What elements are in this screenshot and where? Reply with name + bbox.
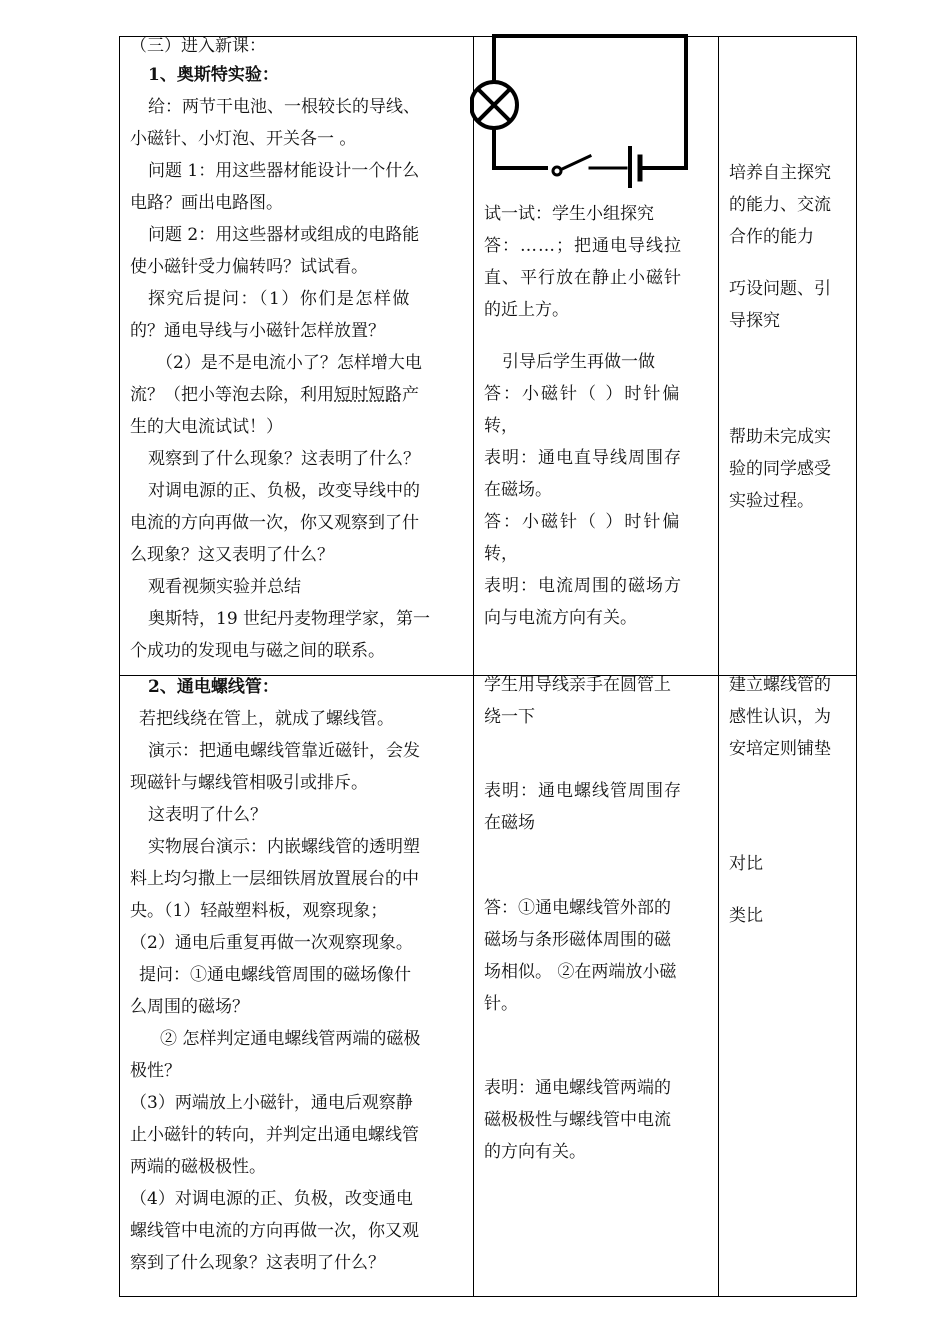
text-line: 绕一下 xyxy=(484,707,535,727)
switch-lever-icon xyxy=(560,156,590,170)
text-line: 针。 xyxy=(484,994,518,1014)
text-line: 答：①通电螺线管外部的 xyxy=(484,898,671,918)
text-line: 表明：通电直导线周围存 xyxy=(484,448,682,468)
circuit-wire-left xyxy=(494,36,546,168)
text-line: 引导后学生再做一做 xyxy=(502,352,655,372)
text-line: 料上均匀撒上一层细铁屑放置展台的中 xyxy=(130,869,419,889)
text-line: （2）通电后重复再做一次观察现象。 xyxy=(130,933,413,953)
text-line: 问题 2：用这些器材或组成的电路能 xyxy=(148,225,420,245)
text-line: 观察到了什么现象？这表明了什么？ xyxy=(148,449,420,469)
text-line: 奥斯特，19 世纪丹麦物理学家，第一 xyxy=(148,609,431,629)
text-line: 现磁针与螺线管相吸引或排斥。 xyxy=(130,773,368,793)
text-line: 么周围的磁场？ xyxy=(130,997,249,1017)
text-line: 的能力、交流 xyxy=(729,195,831,215)
text-line: 央。（1）轻敲塑料板，观察现象； xyxy=(130,901,388,921)
text-line: 表明：电流周围的磁场方 xyxy=(484,576,682,596)
text-line: （2）是不是电流小了？怎样增大电 xyxy=(156,353,422,373)
text-line: 对调电源的正、负极，改变导线中的 xyxy=(148,481,420,501)
text-line: 观看视频实验并总结 xyxy=(148,577,301,597)
text-line: 场相似。 ②在两端放小磁 xyxy=(484,962,677,982)
text-line: 安培定则铺垫 xyxy=(729,739,831,759)
text-line: 止小磁针的转向，并判定出通电螺线管 xyxy=(130,1125,419,1145)
row2-mid-cell xyxy=(484,669,716,1168)
text-line: 导探究 xyxy=(729,311,780,331)
underlined-term: 短时短路 xyxy=(334,385,402,405)
oersted-heading: 1、奥斯特实验： xyxy=(148,65,279,85)
text-line: 验的同学感受 xyxy=(729,459,831,479)
text-span: 产 xyxy=(402,385,419,405)
row2-left-cell xyxy=(130,671,470,1279)
text-line: 在磁场 xyxy=(484,813,535,833)
text-line: 答：小磁针（ ）时针偏 xyxy=(484,384,682,404)
text-line: 给：两节干电池、一根较长的导线、 xyxy=(148,97,420,117)
circuit-diagram xyxy=(470,30,700,190)
text-line: 实验过程。 xyxy=(729,491,814,511)
row2-right-cell xyxy=(729,669,854,932)
text-line: （3）两端放上小磁针，通电后观察静 xyxy=(130,1093,413,1113)
text-line: 电流的方向再做一次，你又观察到了什 xyxy=(130,513,419,533)
text-line: 学生用导线亲手在圆管上 xyxy=(484,675,671,695)
text-line: 向与电流方向有关。 xyxy=(484,608,637,628)
table-column-divider-1 xyxy=(473,36,474,1297)
text-line: ② 怎样判定通电螺线管两端的磁极 xyxy=(160,1029,421,1049)
table-border-right xyxy=(856,36,857,1297)
text-line: 感性认识，为 xyxy=(729,707,831,727)
switch-pivot-icon xyxy=(553,167,561,175)
text-line: 电路？画出电路图。 xyxy=(130,193,283,213)
text-line: 转， xyxy=(484,416,518,436)
lamp-cross-icon xyxy=(478,89,510,121)
solenoid-heading: 2、通电螺线管： xyxy=(148,677,279,697)
text-line: 演示：把通电螺线管靠近磁针，会发 xyxy=(148,741,420,761)
text-line: 提问：①通电螺线管周围的磁场像什 xyxy=(139,965,411,985)
text-line: 螺线管中电流的方向再做一次，你又观 xyxy=(130,1221,419,1241)
text-line: 答：小磁针（ ）时针偏 xyxy=(484,512,682,532)
text-line: 合作的能力 xyxy=(729,227,814,247)
text-line: 的方向有关。 xyxy=(484,1142,586,1162)
row1-mid-cell xyxy=(484,198,716,634)
row1-right-cell xyxy=(729,157,854,517)
text-line: 试一试：学生小组探究 xyxy=(484,204,654,224)
text-line: 培养自主探究 xyxy=(729,163,831,183)
text-line: 的？通电导线与小磁针怎样放置？ xyxy=(130,321,385,341)
text-line: 么现象？这又表明了什么？ xyxy=(130,545,334,565)
text-line: 在磁场。 xyxy=(484,480,552,500)
text-line: 巧设问题、引 xyxy=(729,279,831,299)
text-line xyxy=(130,379,470,411)
text-line: 帮助未完成实 xyxy=(729,427,831,447)
text-line: 问题 1：用这些器材能设计一个什么 xyxy=(148,161,420,181)
text-line: 磁场与条形磁体周围的磁 xyxy=(484,930,671,950)
text-line: 个成功的发现电与磁之间的联系。 xyxy=(130,641,385,661)
text-line: 若把线绕在管上，就成了螺线管。 xyxy=(139,709,394,729)
section-intro: （三）进入新课： xyxy=(130,36,266,56)
text-line: 的近上方。 xyxy=(484,300,569,320)
text-line: 转， xyxy=(484,544,518,564)
text-line: 实物展台演示：内嵌螺线管的透明塑 xyxy=(148,837,420,857)
text-line: 使小磁针受力偏转吗？试试看。 xyxy=(130,257,368,277)
text-line: 这表明了什么？ xyxy=(148,805,267,825)
text-line: 小磁针、小灯泡、开关各一 。 xyxy=(130,129,357,149)
text-line: （4）对调电源的正、负极，改变通电 xyxy=(130,1189,413,1209)
text-line: 生的大电流试试！） xyxy=(130,417,283,437)
text-line: 两端的磁极极性。 xyxy=(130,1157,266,1177)
table-border-left xyxy=(119,36,120,1297)
row1-left-cell xyxy=(130,33,470,667)
text-line: 建立螺线管的 xyxy=(729,675,831,695)
text-line: 表明：通电螺线管两端的 xyxy=(484,1078,671,1098)
text-line: 察到了什么现象？这表明了什么？ xyxy=(130,1253,385,1273)
text-line: 答：……；把通电导线拉 xyxy=(484,236,682,256)
text-line: 表明：通电螺线管周围存 xyxy=(484,781,682,801)
table-column-divider-2 xyxy=(718,36,719,1297)
text-span: 流？（把小等泡去除，利用 xyxy=(130,385,334,405)
circuit-wire-top xyxy=(494,36,686,168)
text-line: 极性？ xyxy=(130,1061,181,1081)
text-line: 磁极极性与螺线管中电流 xyxy=(484,1110,671,1130)
table-border-bottom xyxy=(119,1296,857,1297)
text-line: 探究后提问：（1）你们是怎样做 xyxy=(148,289,411,309)
text-line: 类比 xyxy=(729,906,763,926)
text-line: 对比 xyxy=(729,854,763,874)
text-line: 直、平行放在静止小磁针 xyxy=(484,268,682,288)
